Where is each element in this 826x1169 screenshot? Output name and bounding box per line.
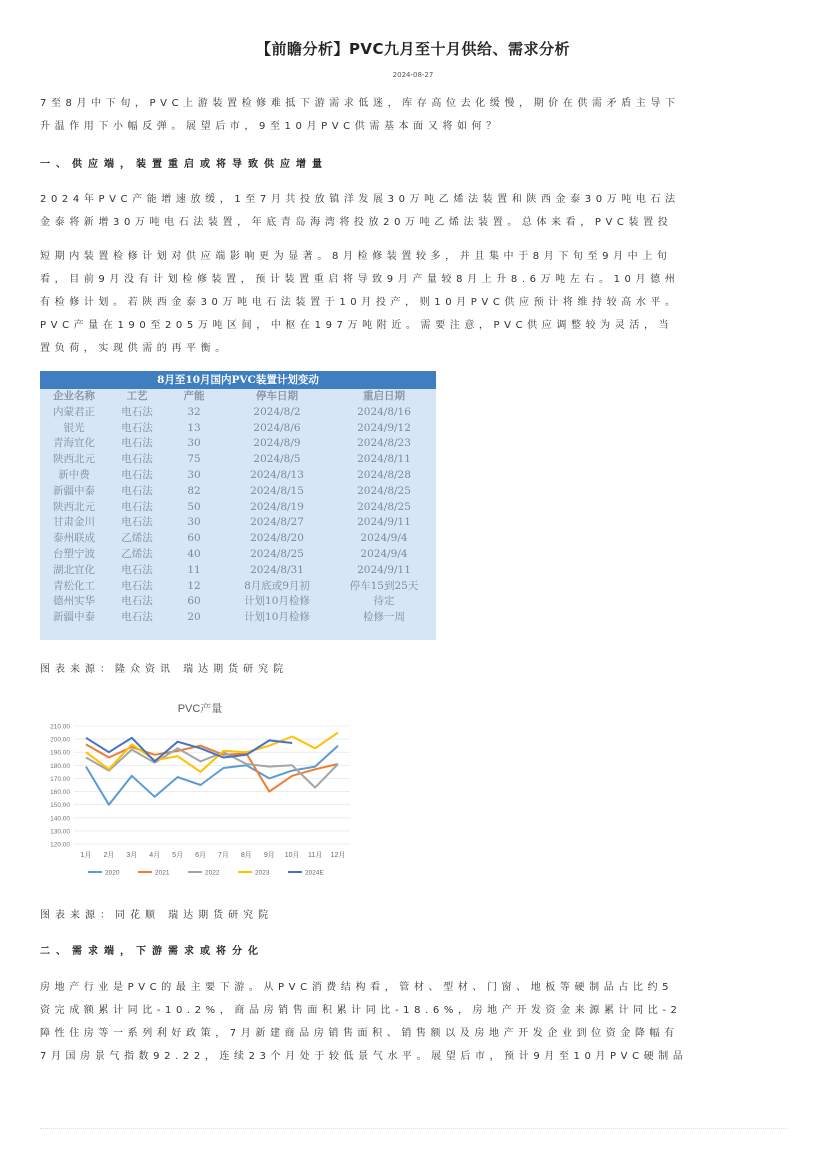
chart-title: PVC产量 xyxy=(177,703,223,715)
table-cell: 2024/8/15 xyxy=(250,484,304,497)
table-cell: 2024/8/31 xyxy=(250,563,304,576)
table-cell: 甘肃金川 xyxy=(53,516,95,529)
table-header-cell: 停车日期 xyxy=(256,390,298,402)
table-cell: 2024/8/20 xyxy=(250,532,304,545)
table-cell: 12 xyxy=(187,579,201,592)
table-header-cell: 企业名称 xyxy=(53,390,95,402)
table-cell: 2024/8/27 xyxy=(250,516,304,529)
table-row xyxy=(40,515,436,531)
table-cell: 陕西北元 xyxy=(53,453,95,466)
text-line: 看，目前9月没有计划检修装置，预计装置重启将导致9月产量较8月上升8.6万吨左右。10月德州 xyxy=(40,274,680,285)
table-cell: 30 xyxy=(187,516,201,529)
table-cell: 乙烯法 xyxy=(121,547,153,560)
table-cell: 50 xyxy=(187,500,201,513)
table-cell: 电石法 xyxy=(121,405,153,418)
y-tick-label: 120.00 xyxy=(50,841,70,849)
x-tick-label: 4月 xyxy=(149,852,161,859)
table-cell: 32 xyxy=(187,405,201,418)
maintenance-table-image xyxy=(40,371,436,640)
y-tick-label: 140.00 xyxy=(50,815,70,823)
table-cell: 检修一周 xyxy=(363,611,405,624)
y-tick-label: 190.00 xyxy=(50,749,70,757)
table-cell: 60 xyxy=(187,595,201,608)
legend-label: 2021 xyxy=(155,869,170,877)
table-row xyxy=(40,594,436,610)
pvc-production-chart xyxy=(40,694,354,884)
text-line: 资完成额累计同比-10.2%，商品房销售面积累计同比-18.6%，房地产开发资金来源累计同比-2 xyxy=(40,1005,682,1016)
table-cell: 2024/8/9 xyxy=(253,437,301,450)
table-cell: 2024/9/12 xyxy=(357,421,411,434)
table-cell: 30 xyxy=(187,468,201,481)
table-cell: 电石法 xyxy=(121,563,153,576)
table-row xyxy=(40,500,436,516)
table-body xyxy=(40,405,436,626)
y-tick-label: 160.00 xyxy=(50,789,70,797)
table-cell: 11 xyxy=(187,563,201,576)
y-tick-label: 200.00 xyxy=(50,736,70,744)
legend-label: 2022 xyxy=(205,869,220,877)
series-line-2024E xyxy=(86,738,292,762)
y-tick-label: 170.00 xyxy=(50,775,70,783)
table-header-cell: 产能 xyxy=(183,390,205,402)
table-cell: 泰州联成 xyxy=(53,532,95,545)
table-cell: 60 xyxy=(187,532,201,545)
table-cell: 新中费 xyxy=(58,468,90,481)
table-cell: 2024/9/4 xyxy=(360,532,408,545)
table-cell: 8月底或9月初 xyxy=(244,579,310,592)
table-cell: 乙烯法 xyxy=(121,532,153,545)
table-cell: 电石法 xyxy=(121,500,153,513)
x-tick-label: 10月 xyxy=(284,852,300,859)
table-cell: 台塑宁波 xyxy=(53,547,95,560)
intro-paragraph xyxy=(40,92,788,138)
table-row xyxy=(40,436,436,452)
x-tick-label: 7月 xyxy=(218,852,229,859)
x-tick-label: 12月 xyxy=(330,852,346,859)
x-tick-label: 11月 xyxy=(307,852,323,859)
legend-label: 2020 xyxy=(105,869,120,877)
table-cell: 青松化工 xyxy=(53,579,95,592)
x-tick-label: 5月 xyxy=(172,852,184,859)
table-cell: 湖北宜化 xyxy=(53,563,95,576)
chart-source-caption: 图表来源：同花顺 瑞达期货研究院 xyxy=(40,910,274,921)
table-cell: 2024/8/25 xyxy=(357,484,411,497)
table-title: 8月至10月国内PVC装置计划变动 xyxy=(40,371,436,389)
legend-label: 2023 xyxy=(255,869,270,877)
text-line: 置负荷，实现供需的再平衡。 xyxy=(40,343,230,354)
supply-paragraph-1 xyxy=(40,188,788,234)
table-cell: 2024/8/5 xyxy=(253,453,301,466)
table-cell: 2024/8/23 xyxy=(357,437,411,450)
table-cell: 2024/8/25 xyxy=(357,500,411,513)
table-cell: 2024/9/11 xyxy=(357,516,411,529)
article-date: 2024-08-27 xyxy=(392,71,434,79)
text-line: 短期内装置检修计划对供应端影响更为显著。8月检修装置较多，并且集中于8月下旬至9月中上旬 xyxy=(40,251,672,262)
table-cell: 内蒙君正 xyxy=(53,405,95,418)
section-heading-supply: 一、供应端，装置重启或将导致供应增量 xyxy=(40,159,328,170)
table-row xyxy=(40,563,436,579)
table-cell: 电石法 xyxy=(121,516,153,529)
table-row xyxy=(40,547,436,563)
y-tick-label: 180.00 xyxy=(50,762,70,770)
x-tick-label: 8月 xyxy=(240,852,252,859)
text-line: 2024年PVC产能增速放缓，1至7月共投放镇洋发展30万吨乙烯法装置和陕西金泰30万吨电石法 xyxy=(40,194,680,205)
table-cell: 30 xyxy=(187,437,201,450)
table-cell: 电石法 xyxy=(121,484,153,497)
supply-paragraph-2 xyxy=(40,245,788,360)
text-line: 房地产行业是PVC的最主要下游。从PVC消费结构看，管材、型材、门窗、地板等硬制品占比约5 xyxy=(40,982,674,993)
article-title: 【前瞻分析】PVC九月至十月供给、需求分析 xyxy=(255,40,571,58)
text-line: 7月国房景气指数92.22，连续23个月处于较低景气水平。展望后市，预计9月至10月PVC硬制品 xyxy=(40,1051,688,1062)
table-cell: 电石法 xyxy=(121,437,153,450)
table-cell: 电石法 xyxy=(121,611,153,624)
legend-label: 2024E xyxy=(305,869,324,877)
table-row xyxy=(40,531,436,547)
table-cell: 2024/8/19 xyxy=(250,500,304,513)
table-cell: 2024/8/6 xyxy=(253,421,301,434)
text-line: 障性住房等一系列利好政策，7月新建商品房销售面积、销售额以及房地产开发企业到位资金降幅有 xyxy=(40,1028,679,1039)
table-row xyxy=(40,579,436,595)
table-row xyxy=(40,405,436,421)
table-source-caption: 图表来源：隆众资讯 瑞达期货研究院 xyxy=(40,664,289,675)
table-cell: 德州实华 xyxy=(53,595,95,608)
text-line: 金泰将新增30万吨电石法装置，年底青岛海湾将投放20万吨乙烯法装置。总体来看，PVC装置投 xyxy=(40,217,673,228)
table-cell: 陕西北元 xyxy=(53,500,95,513)
table-cell: 2024/8/2 xyxy=(253,405,301,418)
table-cell: 40 xyxy=(187,547,201,560)
x-tick-label: 3月 xyxy=(126,852,138,859)
table-row xyxy=(40,421,436,437)
table-cell: 电石法 xyxy=(121,579,153,592)
table-cell: 2024/8/25 xyxy=(250,547,304,560)
section-heading-demand: 二、需求端，下游需求或将分化 xyxy=(40,946,264,957)
table-cell: 待定 xyxy=(373,595,395,608)
table-cell: 计划10月检修 xyxy=(244,595,310,608)
table-cell: 停车15到25天 xyxy=(349,579,419,592)
table-cell: 电石法 xyxy=(121,421,153,434)
y-tick-label: 210.00 xyxy=(50,723,70,731)
table-cell: 2024/8/28 xyxy=(357,468,411,481)
x-tick-label: 2月 xyxy=(103,852,115,859)
y-tick-label: 150.00 xyxy=(50,802,70,810)
x-tick-label: 1月 xyxy=(80,852,92,859)
table-cell: 2024/8/13 xyxy=(250,468,304,481)
table-cell: 电石法 xyxy=(121,595,153,608)
table-cell: 20 xyxy=(187,611,201,624)
table-cell: 新疆中泰 xyxy=(53,611,95,624)
table-cell: 75 xyxy=(187,453,201,466)
text-line: 有检修计划。若陕西金泰30万吨电石法装置于10月投产，则10月PVC供应预计将维持较高水平。 xyxy=(40,297,680,308)
x-tick-label: 6月 xyxy=(195,852,206,859)
page-divider xyxy=(40,1128,788,1129)
table-row xyxy=(40,484,436,500)
y-tick-label: 130.00 xyxy=(50,828,70,836)
table-row xyxy=(40,468,436,484)
table-cell: 计划10月检修 xyxy=(244,611,310,624)
text-line: 升温作用下小幅反弹。展望后市，9至10月PVC供需基本面又将如何？ xyxy=(40,121,501,132)
demand-paragraph xyxy=(40,976,788,1068)
table-cell: 13 xyxy=(187,421,201,434)
text-line: 7至8月中下旬，PVC上游装置检修难抵下游需求低迷，库存高位去化缓慢，期价在供需矛盾主导下 xyxy=(40,98,680,109)
table-cell: 新疆中泰 xyxy=(53,484,95,497)
table-cell: 银光 xyxy=(63,421,85,434)
text-line: PVC产量在190至205万吨区间，中枢在197万吨附近。需要注意，PVC供应调整较为灵活，当 xyxy=(40,320,674,331)
table-cell: 82 xyxy=(187,484,201,497)
table-header-cell: 重启日期 xyxy=(363,390,405,402)
table-cell: 青海宜化 xyxy=(53,437,95,450)
table-cell: 2024/9/4 xyxy=(360,547,408,560)
table-cell: 电石法 xyxy=(121,468,153,481)
table-header-cell: 工艺 xyxy=(126,390,148,402)
table-header-row xyxy=(40,389,436,405)
table-cell: 电石法 xyxy=(121,453,153,466)
table-cell: 2024/8/11 xyxy=(357,453,411,466)
table-cell: 2024/8/16 xyxy=(357,405,411,418)
table-row xyxy=(40,452,436,468)
x-tick-label: 9月 xyxy=(263,852,275,859)
table-cell: 2024/9/11 xyxy=(357,563,411,576)
table-row xyxy=(40,610,436,626)
